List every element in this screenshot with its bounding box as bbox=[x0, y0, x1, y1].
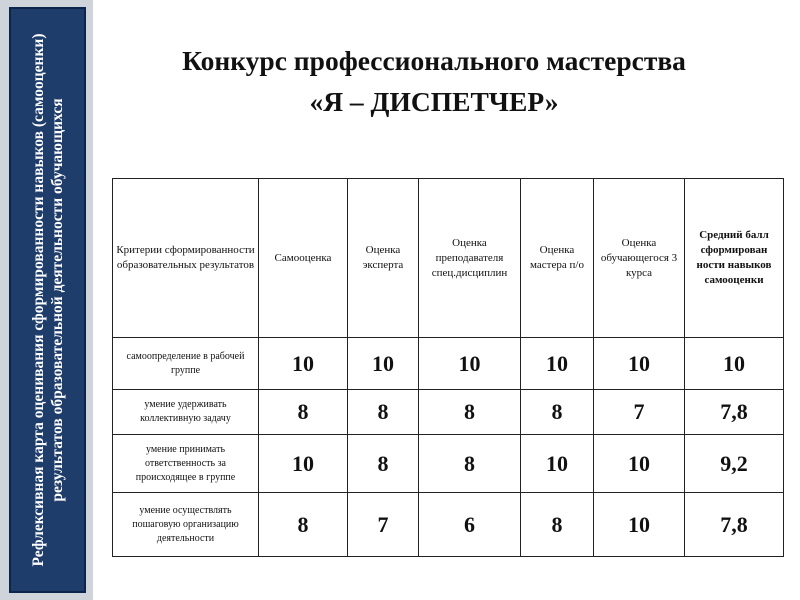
score-cell: 8 bbox=[521, 390, 594, 435]
score-cell: 6 bbox=[419, 493, 521, 557]
score-cell: 10 bbox=[594, 435, 685, 493]
average-cell: 7,8 bbox=[685, 493, 784, 557]
score-cell: 8 bbox=[348, 390, 419, 435]
header-criteria: Критерии сформированности образовательных результатов bbox=[113, 179, 259, 338]
title-line-1: Конкурс профессионального мастерства bbox=[182, 45, 686, 76]
score-cell: 8 bbox=[419, 390, 521, 435]
table-header-row bbox=[113, 179, 784, 338]
average-cell: 9,2 bbox=[685, 435, 784, 493]
table-row bbox=[113, 390, 784, 435]
score-cell: 8 bbox=[259, 390, 348, 435]
criterion-cell: самоопределение в рабочей группе bbox=[113, 338, 259, 390]
sidebar-panel bbox=[0, 0, 93, 600]
score-cell: 10 bbox=[259, 338, 348, 390]
table-row bbox=[113, 338, 784, 390]
header-teacher-score: Оценка преподавателя спец.дисциплин bbox=[419, 179, 521, 338]
page-title bbox=[96, 40, 772, 122]
header-master-score: Оценка мастера п/о bbox=[521, 179, 594, 338]
criterion-cell: умение удерживать коллективную задачу bbox=[113, 390, 259, 435]
score-cell: 8 bbox=[259, 493, 348, 557]
score-cell: 8 bbox=[419, 435, 521, 493]
score-cell: 10 bbox=[348, 338, 419, 390]
sidebar-banner bbox=[9, 7, 86, 593]
score-cell: 10 bbox=[594, 493, 685, 557]
average-cell: 7,8 bbox=[685, 390, 784, 435]
score-cell: 10 bbox=[259, 435, 348, 493]
score-cell: 7 bbox=[594, 390, 685, 435]
table-row bbox=[113, 435, 784, 493]
score-cell: 10 bbox=[521, 435, 594, 493]
table-row bbox=[113, 493, 784, 557]
score-cell: 8 bbox=[348, 435, 419, 493]
criterion-cell: умение принимать ответственность за происходящее в группе bbox=[113, 435, 259, 493]
score-cell: 10 bbox=[594, 338, 685, 390]
score-cell: 10 bbox=[521, 338, 594, 390]
header-self-assessment: Самооценка bbox=[259, 179, 348, 338]
average-cell: 10 bbox=[685, 338, 784, 390]
score-cell: 7 bbox=[348, 493, 419, 557]
header-student-score: Оценка обучающегося 3 курса bbox=[594, 179, 685, 338]
header-expert-score: Оценка эксперта bbox=[348, 179, 419, 338]
header-average-score: Средний балл сформирован ности навыков самооценки bbox=[685, 179, 784, 338]
title-line-2: «Я – ДИСПЕТЧЕР» bbox=[309, 86, 559, 117]
sidebar-vertical-text: Рефлексивная карта оценивания сформированности навыков (самооценки) результатов образовательной деятельности обучающихся bbox=[29, 33, 66, 567]
assessment-table bbox=[112, 178, 784, 557]
score-cell: 8 bbox=[521, 493, 594, 557]
criterion-cell: умение осуществлять пошаговую организацию деятельности bbox=[113, 493, 259, 557]
score-cell: 10 bbox=[419, 338, 521, 390]
